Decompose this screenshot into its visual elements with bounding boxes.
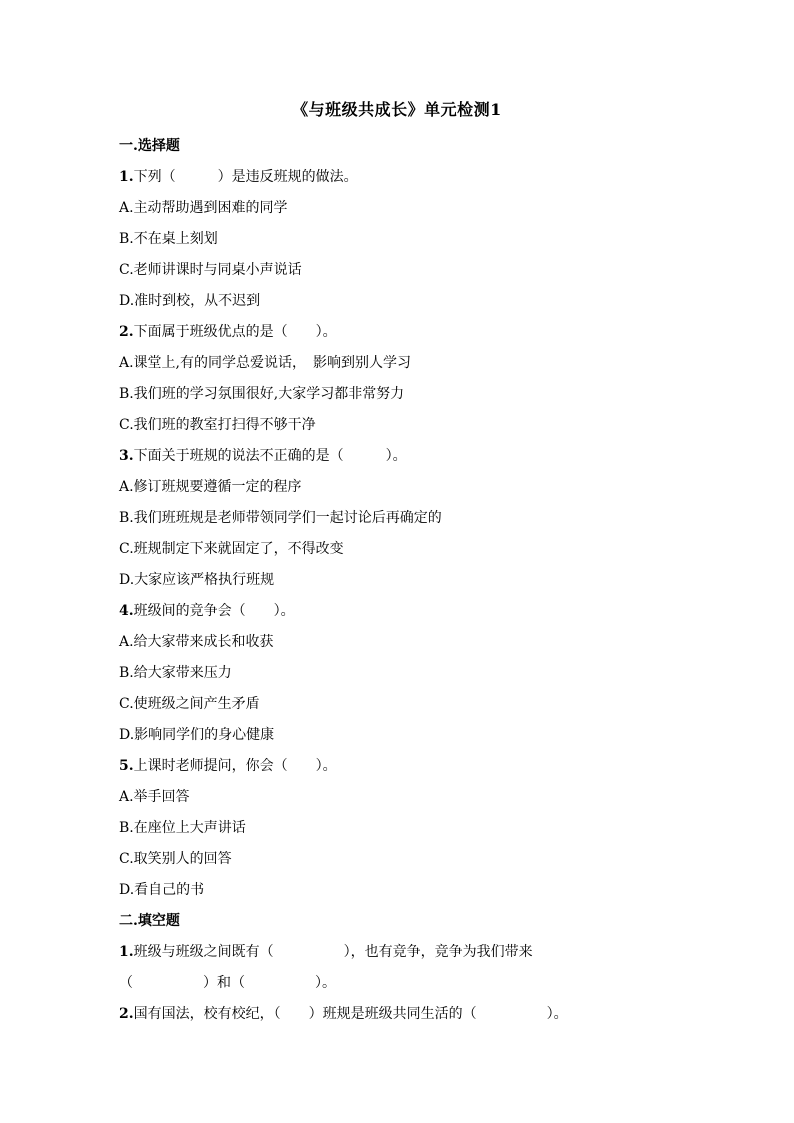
section-heading-fill: 二.填空题 [119, 913, 180, 929]
question-number: 1. [119, 169, 134, 185]
option-2b: B.我们班的学习氛围很好,大家学习都非常努力 [119, 386, 405, 402]
question-4 [119, 596, 679, 627]
section-heading-choice: 一.选择题 [119, 138, 180, 154]
question-number: 2. [119, 1006, 134, 1022]
question-stem: 下面属于班级优点的是（ ）。 [133, 324, 337, 340]
question-3 [119, 441, 679, 472]
fill-question-1 [119, 937, 679, 968]
question-stem: 下列（ ）是违反班规的做法。 [133, 169, 358, 185]
document-body [119, 131, 679, 1030]
fill-question-text: 班级与班级之间既有（ ），也有竞争，竞争为我们带来 [133, 944, 533, 960]
option-5c: C.取笑别人的回答 [119, 851, 232, 867]
question-number: 2. [119, 324, 134, 340]
option-4d: D.影响同学们的身心健康 [119, 727, 275, 743]
option-4b: B.给大家带来压力 [119, 665, 232, 681]
option-5b: B.在座位上大声讲话 [119, 820, 246, 836]
fill-question-1-continued: （ ）和（ ）。 [119, 975, 336, 991]
question-stem: 下面关于班规的说法不正确的是（ ）。 [133, 448, 407, 464]
question-number: 5. [119, 758, 134, 774]
question-1 [119, 162, 679, 193]
fill-question-text: 国有国法，校有校纪，（ ）班规是班级共同生活的（ ）。 [133, 1006, 568, 1022]
document-title: 《与班级共成长》单元检测1 [292, 100, 502, 119]
option-5a: A.举手回答 [119, 789, 190, 805]
option-2a: A.课堂上,有的同学总爱说话， 影响到别人学习 [119, 355, 412, 371]
option-5d: D.看自己的书 [119, 882, 205, 898]
option-1c: C.老师讲课时与同桌小声说话 [119, 262, 302, 278]
question-stem: 班级间的竞争会（ ）。 [133, 603, 295, 619]
option-1a: A.主动帮助遇到困难的同学 [119, 200, 288, 216]
option-3b: B.我们班班规是老师带领同学们一起讨论后再确定的 [119, 510, 442, 526]
question-5 [119, 751, 679, 782]
option-4c: C.使班级之间产生矛盾 [119, 696, 260, 712]
option-3c: C.班规制定下来就固定了，不得改变 [119, 541, 344, 557]
option-3a: A.修订班规要遵循一定的程序 [119, 479, 302, 495]
question-2 [119, 317, 679, 348]
question-number: 1. [119, 944, 134, 960]
question-stem: 上课时老师提问，你会（ ）。 [133, 758, 337, 774]
question-number: 4. [119, 603, 134, 619]
option-2c: C.我们班的教室打扫得不够干净 [119, 417, 316, 433]
option-1b: B.不在桌上刻划 [119, 231, 218, 247]
option-1d: D.准时到校，从不迟到 [119, 293, 261, 309]
option-4a: A.给大家带来成长和收获 [119, 634, 274, 650]
option-3d: D.大家应该严格执行班规 [119, 572, 275, 588]
fill-question-2 [119, 999, 679, 1030]
question-number: 3. [119, 448, 134, 464]
